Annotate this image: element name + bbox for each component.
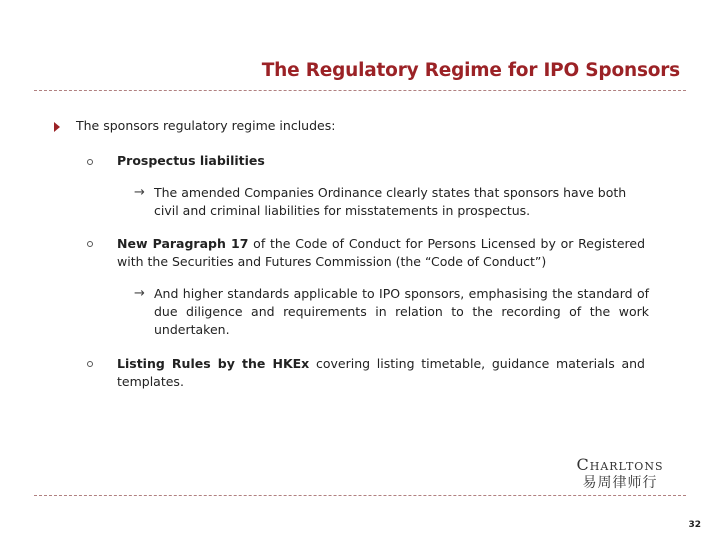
item-lead: Prospectus liabilities (117, 153, 265, 168)
sub-item-text: And higher standards applicable to IPO sponsors, emphasising the standard of due diligence and requirements in relation to the recording of the work undertaken. (154, 286, 649, 337)
list-item (117, 355, 645, 391)
page-number: 32 (688, 520, 701, 530)
list-item (117, 152, 645, 170)
item-rest: of the Code of Conduct for Persons Licensed by or Registered with the Securities and Futures Commission (the “Code of Conduct”) (117, 236, 646, 269)
top-divider (34, 90, 686, 91)
logo-chinese-text: 易周律师行 (582, 475, 658, 491)
circle-bullet-icon (87, 241, 93, 247)
arrow-bullet-icon: → (134, 286, 145, 301)
bottom-divider (34, 495, 686, 496)
logo-english-text: Charltons (576, 455, 664, 474)
triangle-bullet-icon (54, 122, 60, 132)
charltons-logo (558, 456, 682, 492)
item-lead: New Paragraph 17 (117, 236, 249, 251)
circle-bullet-icon (87, 361, 93, 367)
slide-title: The Regulatory Regime for IPO Sponsors (261, 60, 680, 81)
item-rest: covering listing timetable, guidance materials and templates. (117, 356, 645, 389)
circle-bullet-icon (87, 159, 93, 165)
arrow-bullet-icon: → (134, 185, 145, 200)
item-lead: Listing Rules by the HKEx (117, 356, 310, 371)
list-item (117, 235, 645, 271)
sub-item-text: The amended Companies Ordinance clearly states that sponsors have both civil and criminal liabilities for misstatements in prospectus. (154, 185, 627, 218)
intro-text: The sponsors regulatory regime includes: (76, 118, 336, 133)
